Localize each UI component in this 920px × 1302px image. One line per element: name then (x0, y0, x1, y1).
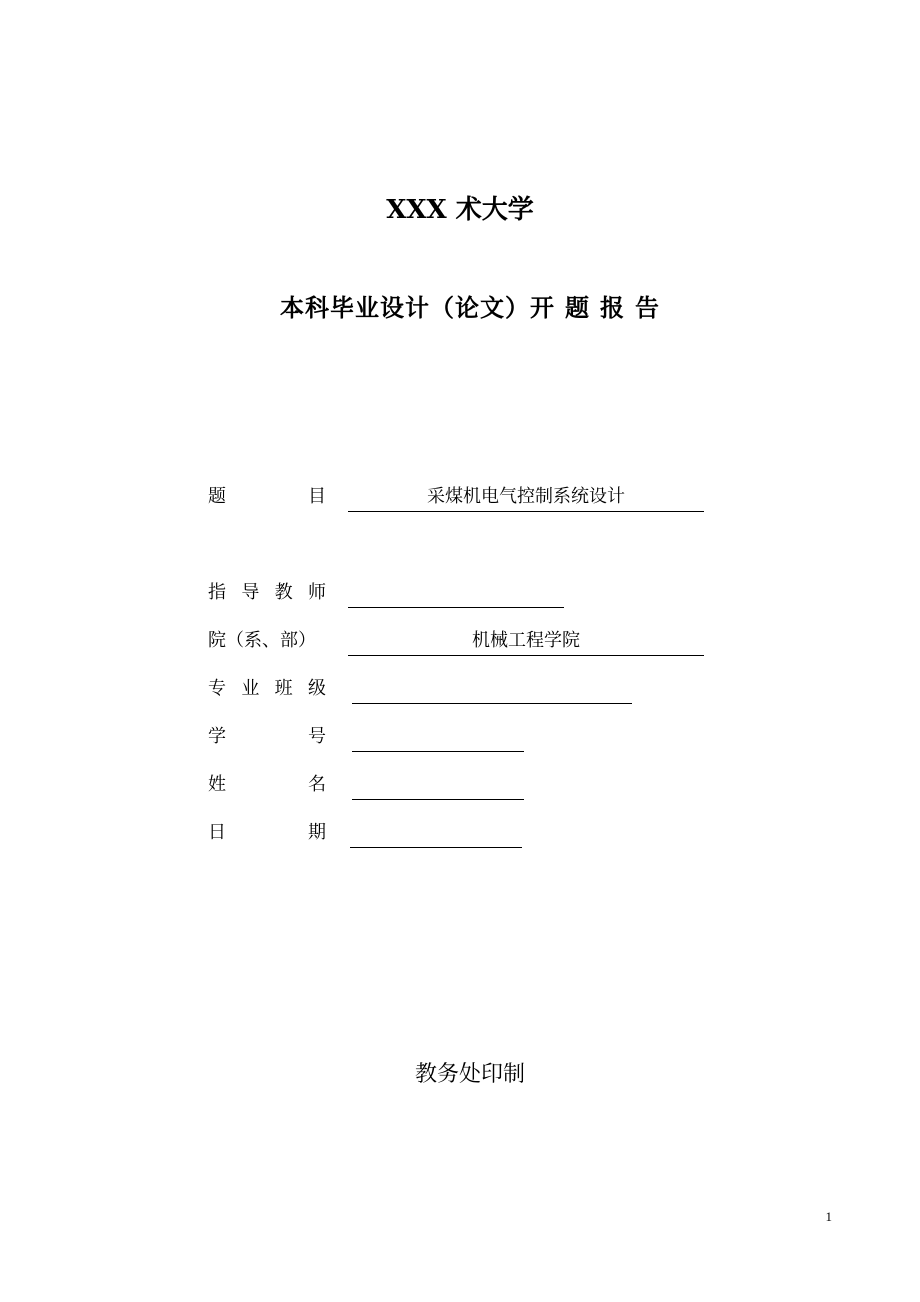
field-label-date: 日 期 (208, 822, 326, 843)
field-label-topic: 题 目 (208, 486, 326, 507)
major-class-field[interactable] (352, 674, 632, 704)
university-title: XXX 术大学 (386, 195, 534, 225)
report-title-char-2: 报 (600, 294, 625, 322)
field-label-college: 院（系、部） (208, 630, 316, 651)
name-field[interactable] (352, 770, 524, 800)
student-id-field[interactable] (352, 722, 524, 752)
printing-office: 教务处印制 (414, 1062, 525, 1087)
report-title-char-1: 题 (565, 294, 590, 322)
field-label-name: 姓 名 (208, 774, 326, 795)
college-field[interactable]: 机械工程学院 (348, 626, 704, 656)
advisor-field[interactable] (348, 578, 564, 608)
topic-field[interactable]: 采煤机电气控制系统设计 (348, 482, 704, 512)
report-title-char-3: 告 (635, 294, 660, 322)
date-field[interactable] (350, 818, 522, 848)
report-title-main: 本科毕业设计（论文）开 (280, 294, 555, 322)
field-label-advisor: 指 导 教 师 (208, 582, 326, 603)
page-number: 1 (825, 1209, 832, 1224)
field-label-student-id: 学 号 (208, 726, 326, 747)
field-label-major-class: 专 业 班 级 (208, 678, 326, 699)
report-title (0, 288, 920, 328)
